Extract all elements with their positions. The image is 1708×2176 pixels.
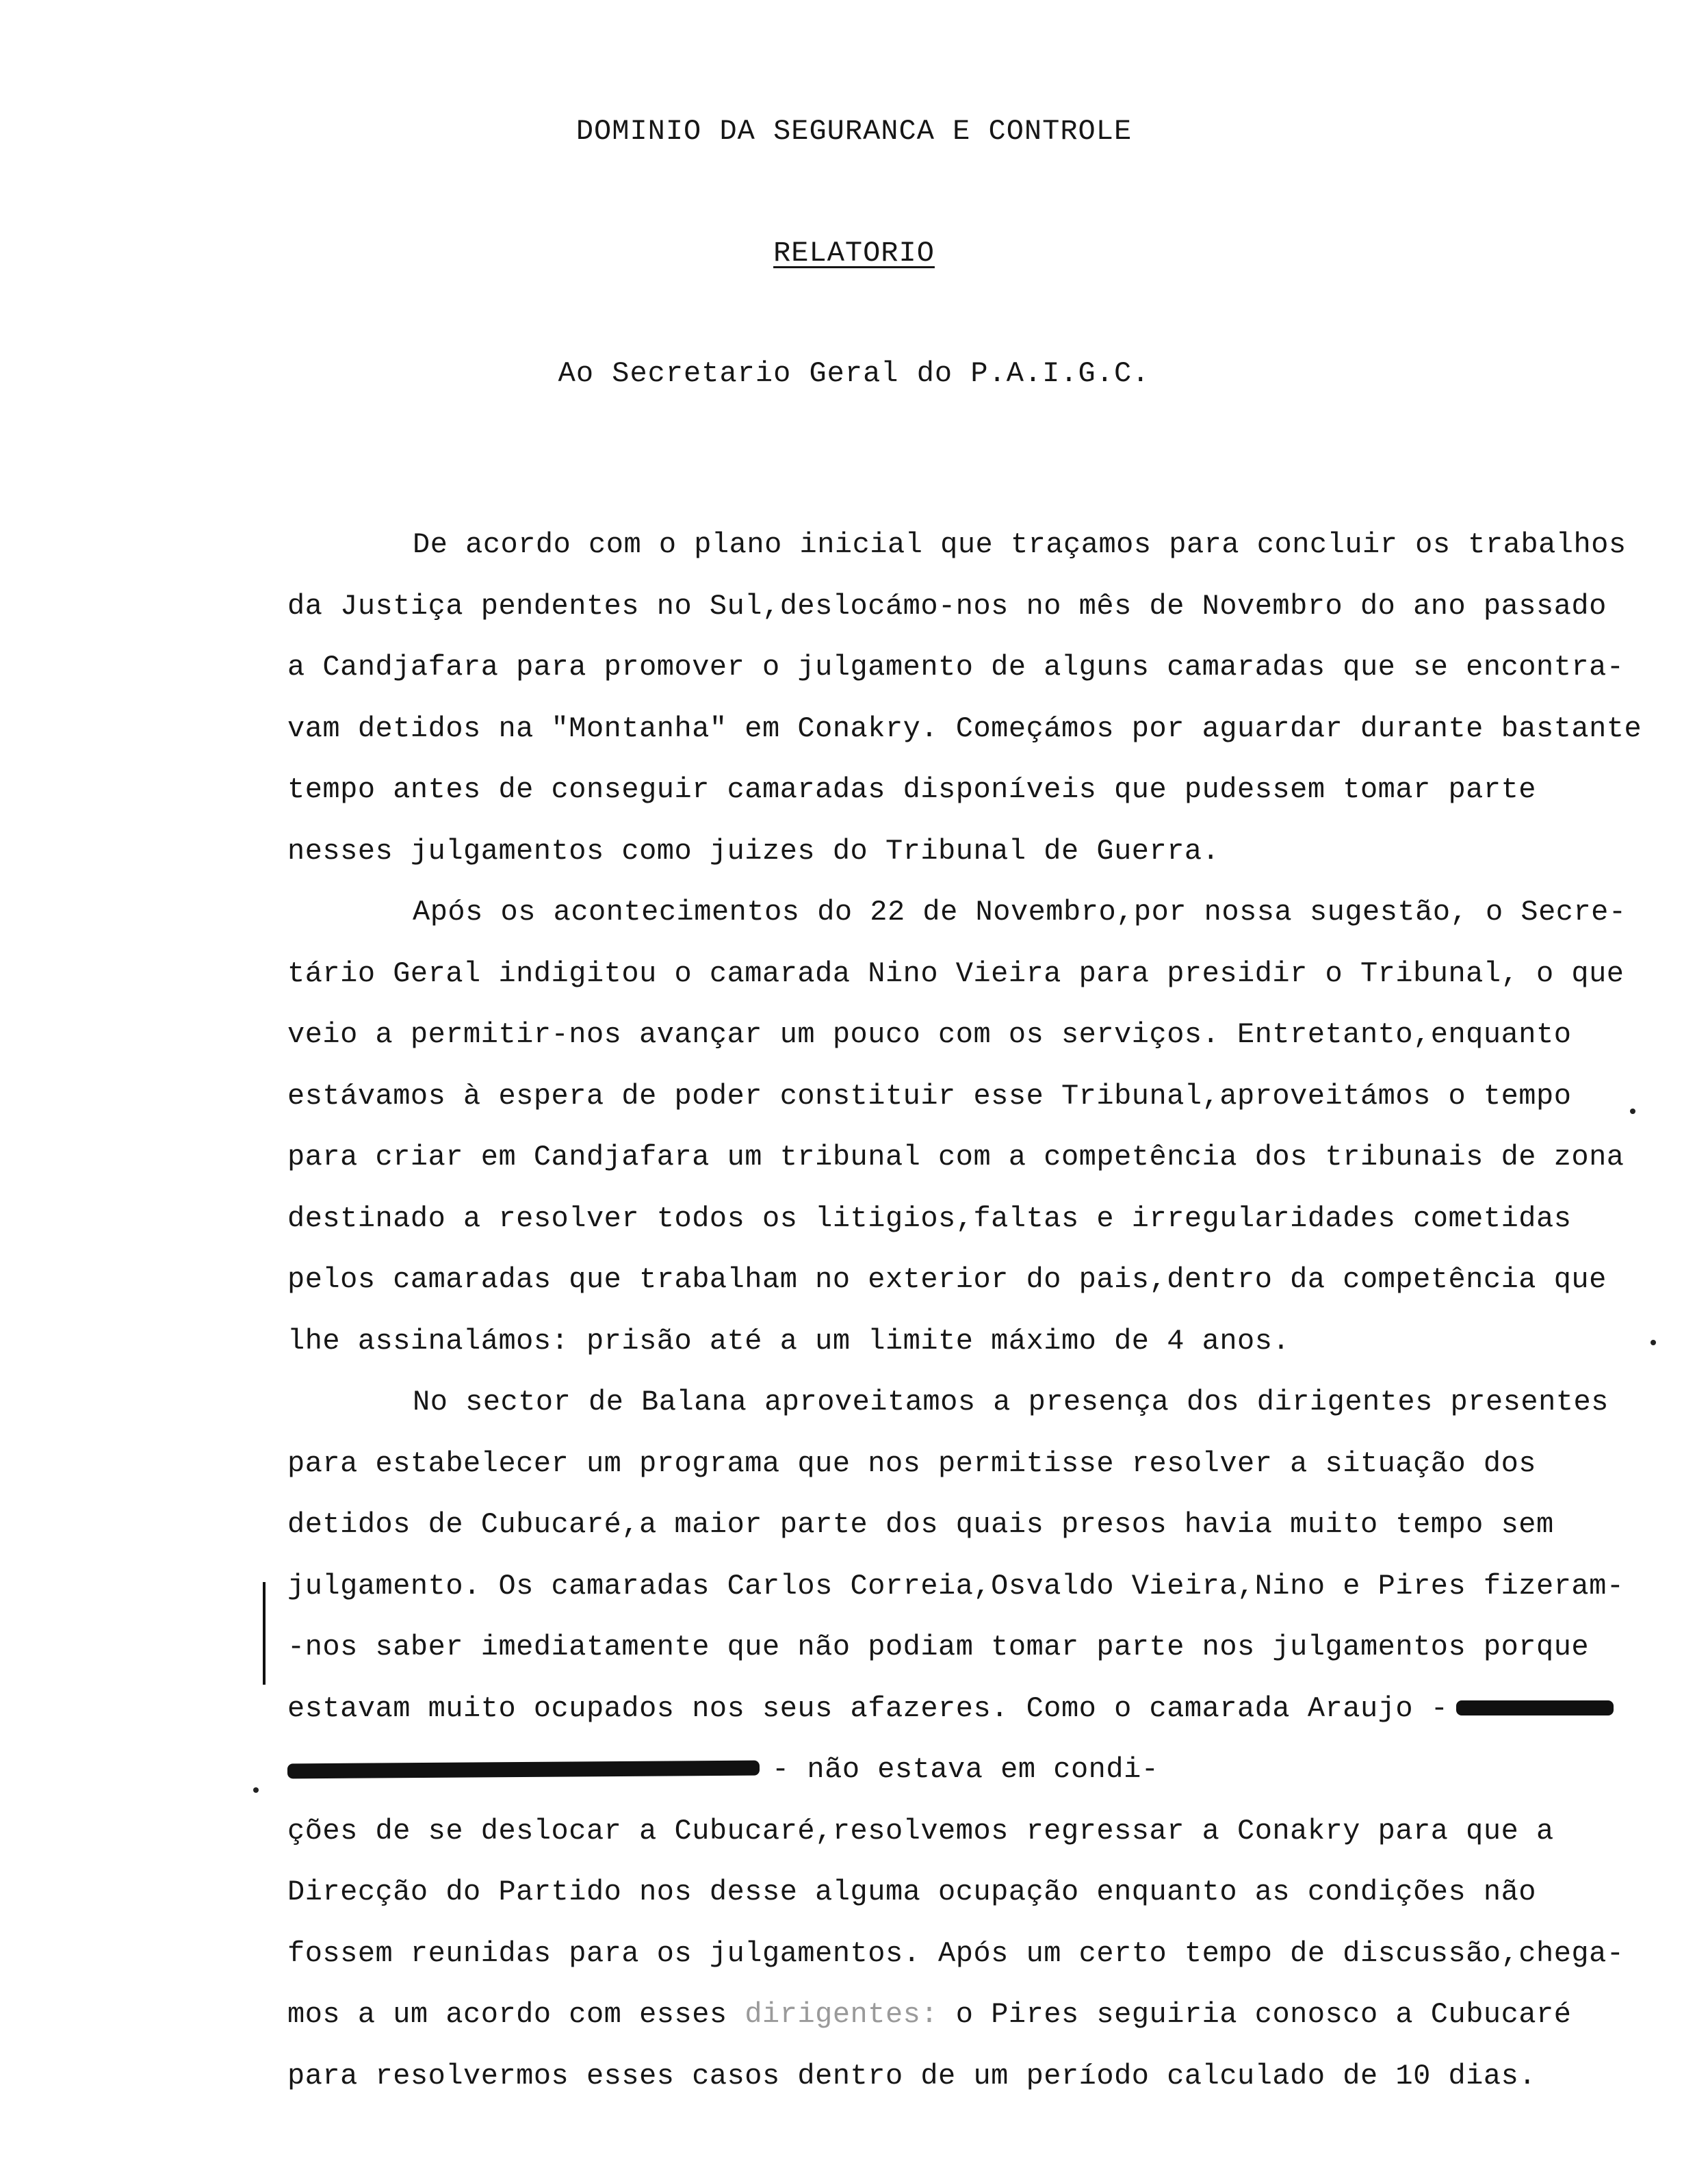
- text-line: pelos camaradas que trabalham no exterior do pais,dentro da competência que: [287, 1263, 1607, 1296]
- ink-speck: [1630, 1109, 1635, 1114]
- document-title: DOMINIO DA SEGURANCA E CONTROLE: [575, 115, 1133, 148]
- text-line: fossem reunidas para os julgamentos. Após um certo tempo de discussão,chega-: [287, 1937, 1625, 1970]
- paragraph-1: [287, 515, 1656, 882]
- report-label: RELATORIO: [773, 237, 935, 270]
- text-line: No sector de Balana aproveitamos a presença dos dirigentes presentes: [413, 1386, 1609, 1419]
- ink-speck: [253, 1787, 259, 1793]
- redacted-line: [287, 1739, 1656, 1801]
- text-line: da Justiça pendentes no Sul,deslocámo-nos no mês de Novembro do ano passado: [287, 589, 1607, 623]
- text-line: -nos saber imediatamente que não podiam tomar parte nos julgamentos porque: [287, 1631, 1590, 1663]
- text-line-with-redaction: [287, 1679, 1656, 1740]
- text-line: Após os acontecimentos do 22 de Novembro,por nossa sugestão, o Secre-: [413, 896, 1627, 929]
- faded-text-segment: dirigentes:: [745, 1998, 939, 2031]
- text-line: nesses julgamentos como juizes do Tribunal de Guerra.: [287, 834, 1220, 868]
- text-line: Direcção do Partido nos desse alguma ocupação enquanto as condições não: [287, 1876, 1536, 1908]
- text-line: veio a permitir-nos avançar um pouco com os serviços. Entretanto,enquanto: [287, 1018, 1572, 1051]
- text-line: lhe assinalámos: prisão até a um limite máximo de 4 anos.: [287, 1324, 1291, 1358]
- text-line: De acordo com o plano inicial que traçamos para concluir os trabalhos: [413, 528, 1627, 561]
- text-line: detidos de Cubucaré,a maior parte dos quais presos havia muito tempo sem: [287, 1508, 1554, 1541]
- paragraph-3: [287, 1372, 1656, 2107]
- redaction-mark: [1456, 1700, 1614, 1715]
- text-segment: o Pires seguiria conosco a Cubucaré: [955, 1998, 1572, 2031]
- text-line: estávamos à espera de poder constituir esse Tribunal,aproveitámos o tempo: [287, 1079, 1572, 1113]
- margin-mark: [263, 1582, 266, 1685]
- document-body: [287, 515, 1656, 2107]
- text-line-mixed: [287, 1984, 1656, 2046]
- text-line: tempo antes de conseguir camaradas disponíveis que pudessem tomar parte: [287, 773, 1536, 806]
- text-segment: mos a um acordo com esses: [287, 1998, 727, 2031]
- text-segment: estavam muito ocupados nos seus afazeres. Como o camarada Araujo -: [287, 1692, 1449, 1725]
- text-line: para criar em Candjafara um tribunal com a competência dos tribunais de zona: [287, 1141, 1625, 1174]
- text-line: julgamento. Os camaradas Carlos Correia,Osvaldo Vieira,Nino e Pires fizeram-: [287, 1569, 1625, 1603]
- redaction-mark: [287, 1760, 760, 1778]
- text-line: para resolvermos esses casos dentro de um período calculado de 10 dias.: [287, 2059, 1536, 2093]
- text-segment: - não estava em condi-: [772, 1753, 1159, 1786]
- paragraph-2: [287, 882, 1656, 1372]
- text-line: destinado a resolver todos os litigios,faltas e irregularidades cometidas: [287, 1202, 1572, 1235]
- text-line: ções de se deslocar a Cubucaré,resolvemos regressar a Conakry para que a: [287, 1814, 1554, 1848]
- text-line: a Candjafara para promover o julgamento de alguns camaradas que se encontra-: [287, 651, 1625, 684]
- ink-speck: [1651, 1340, 1656, 1345]
- text-line: para estabelecer um programa que nos permitisse resolver a situação dos: [287, 1447, 1536, 1480]
- text-line: vam detidos na "Montanha" em Conakry. Começámos por aguardar durante bastante: [287, 712, 1642, 745]
- addressee: Ao Secretario Geral do P.A.I.G.C.: [558, 357, 1150, 390]
- text-line: tário Geral indigitou o camarada Nino Vieira para presidir o Tribunal, o que: [287, 957, 1625, 990]
